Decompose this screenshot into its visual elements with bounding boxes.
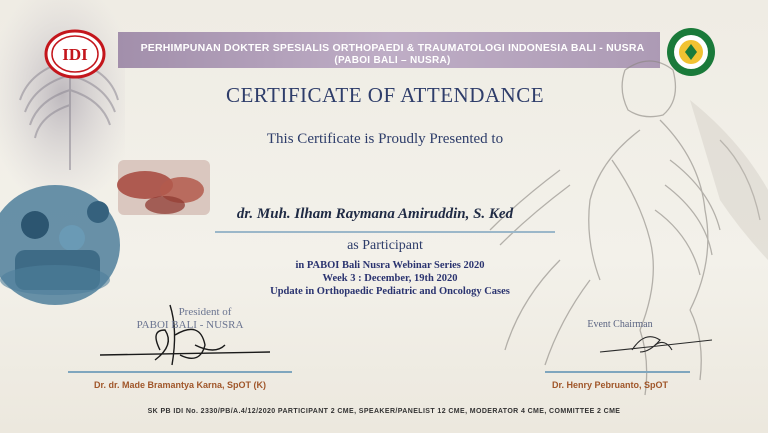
footer-accreditation: SK PB IDI No. 2330/PB/A.4/12/2020 PARTICIPANT 2 CME, SPEAKER/PANELIST 12 CME, MODERATOR 4 CME, COMMITTEE 2 CME (147, 408, 621, 415)
paboi-logo (665, 26, 717, 83)
surgeons-photo (0, 185, 120, 305)
idi-logo (44, 29, 106, 84)
recipient-name: dr. Muh. Ilham Raymana Amiruddin, S. Ked (236, 206, 514, 222)
chair-name: Dr. Henry Pebruanto, SpOT (551, 380, 669, 390)
event-topic: Update in Orthopaedic Pediatric and Oncology Cases (270, 286, 510, 297)
president-title: President of (178, 306, 232, 318)
president-org: PABOI BALI - NUSRA (136, 319, 244, 331)
chair-signature (600, 337, 712, 352)
chair-title: Event Chairman (587, 319, 653, 330)
role-label: as Participant (347, 238, 423, 253)
event-date: Week 3 : December, 19th 2020 (322, 273, 458, 284)
presented-line: This Certificate is Proudly Presented to (266, 131, 504, 147)
certificate-title: CERTIFICATE OF ATTENDANCE (225, 83, 545, 107)
org-abbrev: (PABOI BALI – NUSRA) (334, 55, 451, 66)
event-series: in PABOI Bali Nusra Webinar Series 2020 (295, 260, 485, 271)
org-name: PERHIMPUNAN DOKTER SPESIALIS ORTHOPAEDI & TRAUMATOLOGI INDONESIA BALI - NUSRA (140, 42, 645, 54)
idi-logo-text: IDI (62, 45, 88, 64)
president-name: Dr. dr. Made Bramantya Karna, SpOT (K) (93, 380, 267, 390)
